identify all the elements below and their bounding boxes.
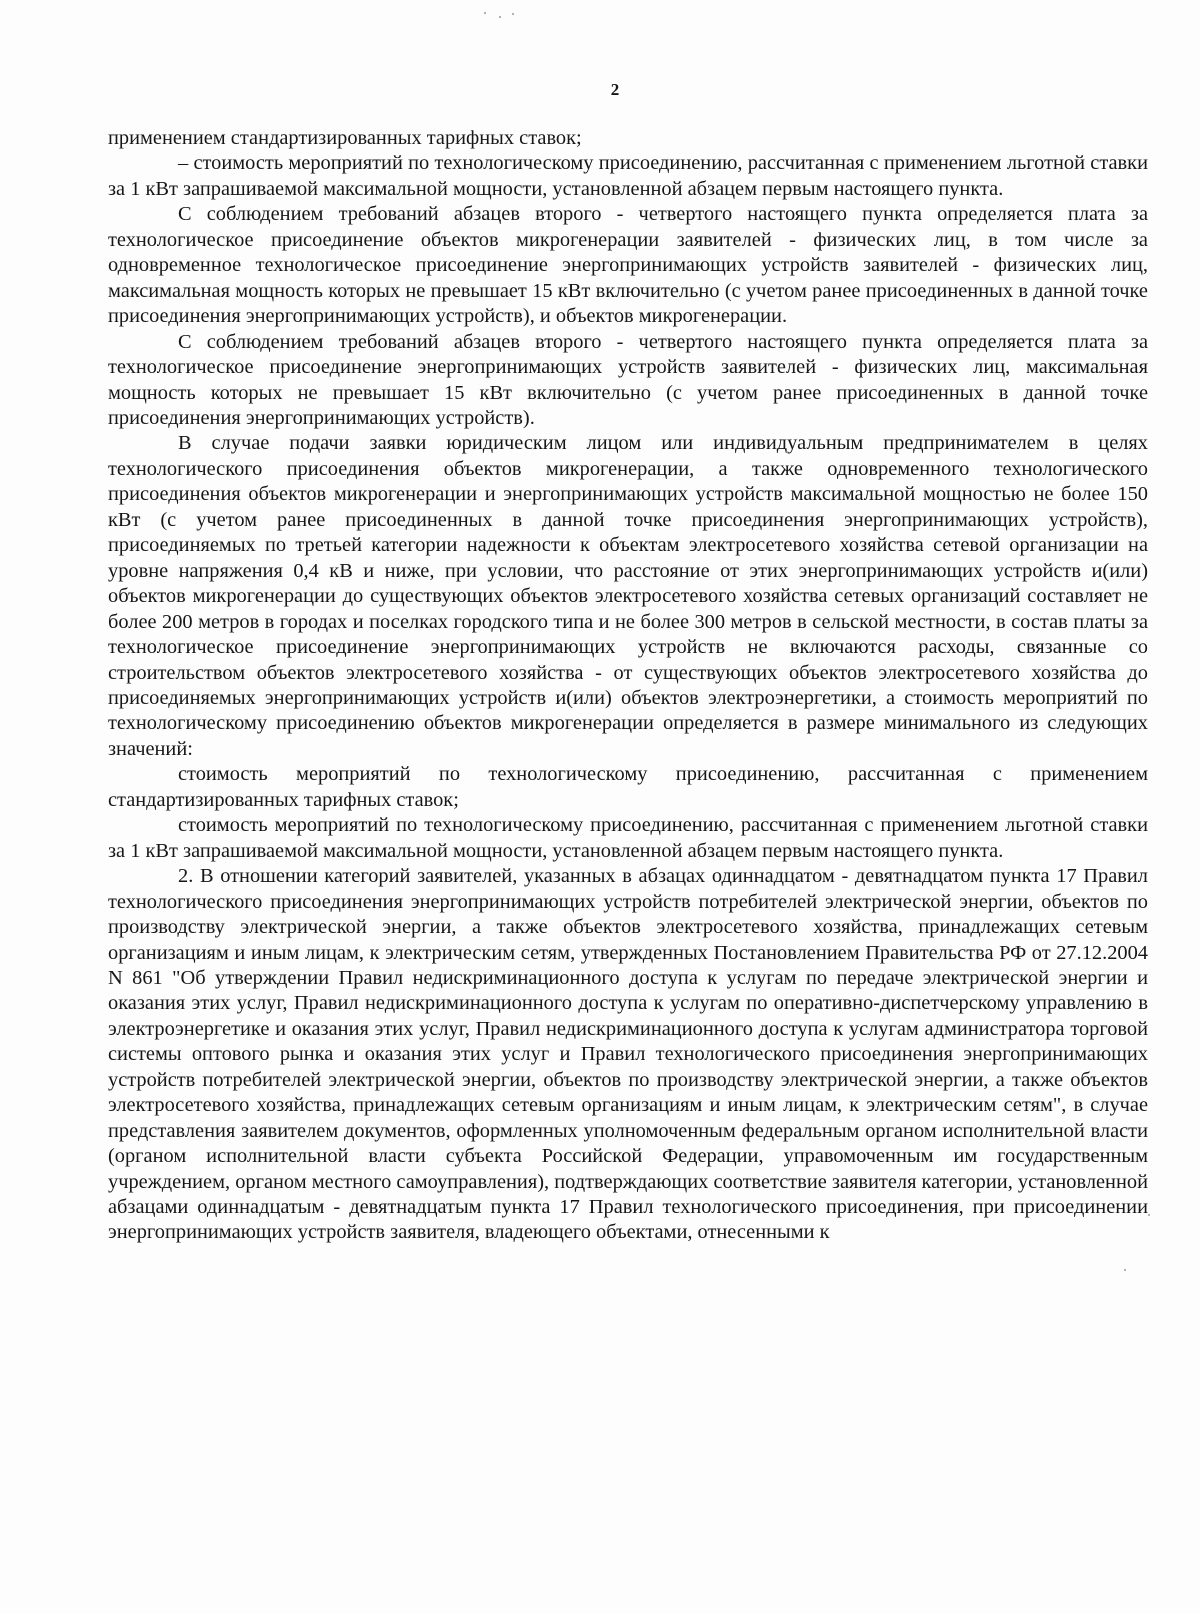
scan-speck [484, 12, 486, 14]
paragraph: стоимость мероприятий по технологическому присоединению, рассчитанная с применением стандартизированных тарифных ставок; [108, 763, 1148, 811]
page-number: 2 [610, 80, 620, 99]
paragraph: – стоимость мероприятий по технологическому присоединению, рассчитанная с применением льготной ставки за 1 кВт запрашиваемой максимальной мощности, установленной абзацем первым настоящего пункта. [108, 152, 1148, 200]
scan-speck [1124, 1269, 1126, 1271]
scan-speck [1148, 1214, 1150, 1216]
paragraph: применением стандартизированных тарифных ставок; [108, 127, 582, 149]
paragraph: В случае подачи заявки юридическим лицом или индивидуальным предпринимателем в целях технологического присоединения объектов микрогенерации, а также одновременного технологического присоединения объектов микрогенерации и энергопринимающих устройств максимальной мощностью не более 150 кВт (с учетом ранее присоединенных в данной точке присоединения энергопринимающих устройств), присоединяемых по третьей категории надежности к объектам электросетевого хозяйства сетевой организации на уровне напряжения 0,4 кВ и ниже, при условии, что расстояние от этих энергопринимающих устройств и(или) объектов микрогенерации до существующих объектов электросетевого хозяйства сетевых организаций составляет не более 200 метров в городах и поселках городского типа и не более 300 метров в сельской местности, в состав платы за технологическое присоединение энергопринимающих устройств не включаются расходы, связанные со строительством объектов электросетевого хозяйства - от существующих объектов электросетевого хозяйства до присоединяемых энергопринимающих устройств и(или) объектов электроэнергетики, а стоимость мероприятий по технологическому присоединению объектов микрогенерации определяется в размере минимального из следующих значений: [108, 432, 1148, 760]
paragraph: стоимость мероприятий по технологическому присоединению, рассчитанная с применением льготной ставки за 1 кВт запрашиваемой максимальной мощности, установленной абзацем первым настоящего пункта. [108, 814, 1148, 862]
paragraph: С соблюдением требований абзацев второго - четвертого настоящего пункта определяется плата за технологическое присоединение объектов микрогенерации заявителей - физических лиц, в том числе за одновременное технологическое присоединение энергопринимающих устройств заявителей - физических лиц, максимальная мощность которых не превышает 15 кВт включительно (с учетом ранее присоединенных в данной точке присоединения энергопринимающих устройств), и объектов микрогенерации. [108, 203, 1148, 328]
paragraph: С соблюдением требований абзацев второго - четвертого настоящего пункта определяется плата за технологическое присоединение энергопринимающих устройств заявителей - физических лиц, максимальная мощность которых не превышает 15 кВт включительно (с учетом ранее присоединенных в данной точке присоединения энергопринимающих устройств). [108, 330, 1148, 429]
scan-speck [499, 16, 501, 18]
document-body [108, 126, 1148, 1246]
paragraph: 2. В отношении категорий заявителей, указанных в абзацах одиннадцатом - девятнадцатом пункта 17 Правил технологического присоединения энергопринимающих устройств потребителей электрической энергии, объектов по производству электрической энергии, а также объектов электросетевого хозяйства, принадлежащих сетевым организациям и иным лицам, к электрическим сетям, утвержденных Постановлением Правительства РФ от 27.12.2004 N 861 "Об утверждении Правил недискриминационного доступа к услугам по передаче электрической энергии и оказания этих услуг, Правил недискриминационного доступа к услугам по оперативно-диспетчерскому управлению в электроэнергетике и оказания этих услуг, Правил недискриминационного доступа к услугам администратора торговой системы оптового рынка и оказания этих услуг и Правил технологического присоединения энергопринимающих устройств потребителей электрической энергии, объектов по производству электрической энергии, а также объектов электросетевого хозяйства, принадлежащих сетевым организациям и иным лицам, к электрическим сетям", в случае представления заявителем документов, оформленных уполномоченным федеральным органом исполнительной власти (органом исполнительной власти субъекта Российской Федерации, управомоченным им государственным учреждением, органом местного самоуправления), подтверждающих соответствие заявителя категории, установленной абзацами одиннадцатым - девятнадцатым пункта 17 Правил технологического присоединения, при присоединении энергопринимающих устройств заявителя, владеющего объектами, отнесенными к [108, 865, 1148, 1244]
scan-speck [512, 13, 514, 15]
